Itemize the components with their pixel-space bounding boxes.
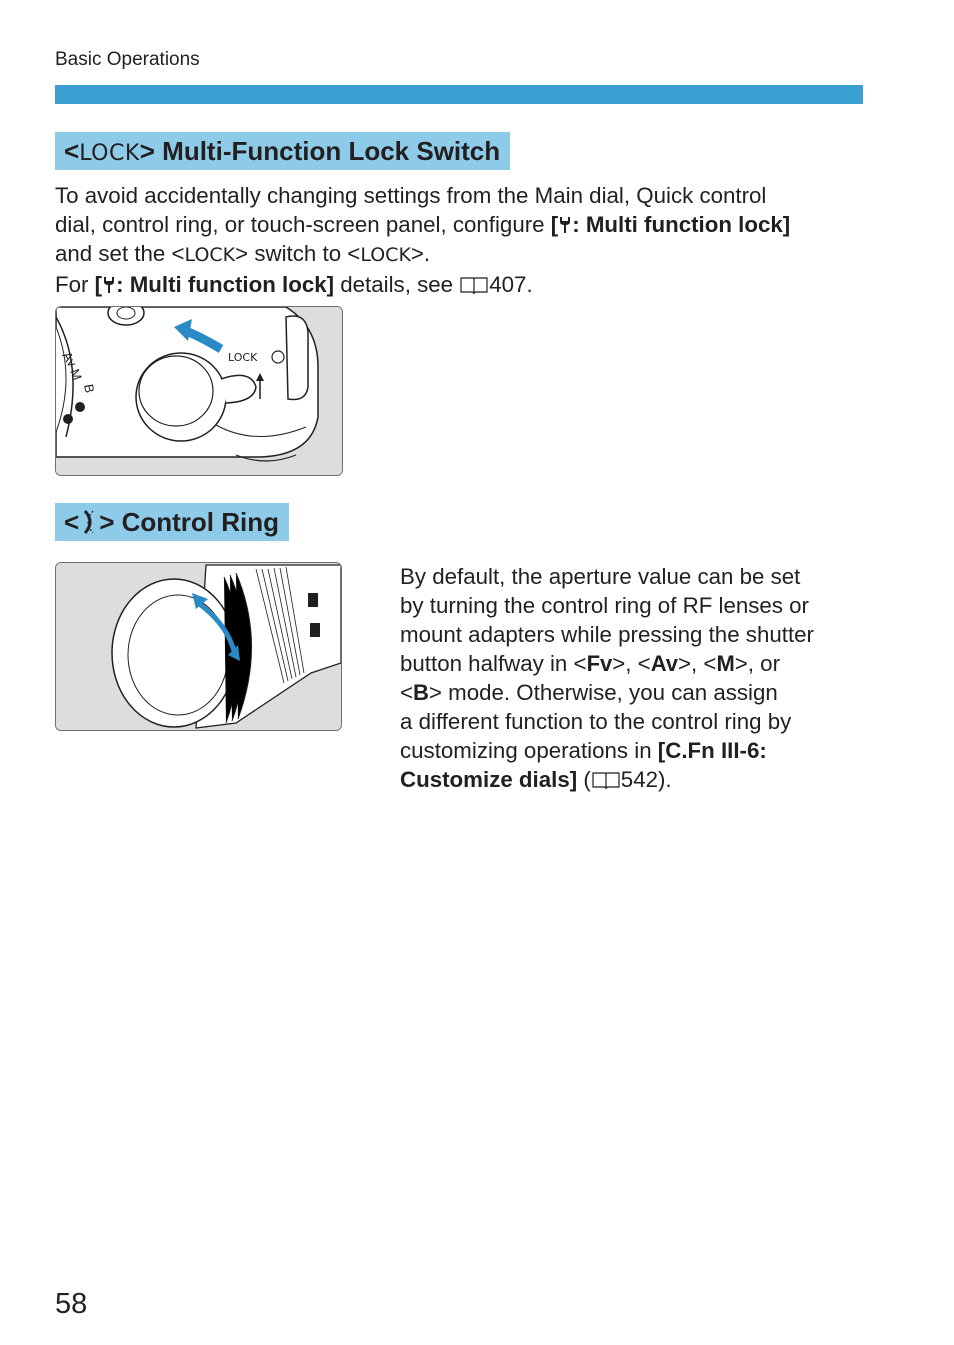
para2-line3: mount adapters while pressing the shutter (400, 622, 814, 647)
lock-glyph: LOCK (184, 244, 236, 266)
mode-m: M (716, 651, 735, 676)
para1-line4: For [ : Multi function lock] details, see 407. (55, 272, 533, 297)
para2-line4: button halfway in <Fv>, <Av>, <M>, or (400, 651, 781, 676)
mode-b: B (413, 680, 429, 705)
para2-line2: by turning the control ring of RF lenses or (400, 593, 809, 618)
para1-line2: dial, control ring, or touch-screen panel, configure [ : Multi function lock] (55, 212, 791, 237)
lock-switch-figure (55, 306, 343, 476)
para2-line7: customizing operations in [C.Fn III-6: (400, 738, 767, 763)
lock-label: LOCK (228, 351, 258, 364)
para2-line5: <B> mode. Otherwise, you can assign (400, 680, 778, 705)
book-icon (591, 768, 621, 788)
control-ring-paragraph (400, 562, 870, 794)
section-title-lock (55, 132, 510, 170)
mode-av: Av (650, 651, 678, 676)
wrench-icon (558, 212, 572, 237)
svg-text:Av: Av (59, 349, 80, 370)
page-number: 58 (55, 1288, 88, 1320)
control-ring-figure (55, 562, 342, 731)
para1-line3: and set the <LOCK> switch to <LOCK>. (55, 241, 431, 266)
para2-line8: Customize dials] ( 542). (400, 767, 672, 792)
mode-fv: Fv (586, 651, 613, 676)
title-open-bracket: < (64, 507, 80, 537)
page-ref: 542). (620, 767, 672, 792)
page-ref: 407. (489, 272, 533, 297)
control-ring-icon (79, 507, 99, 537)
wrench-icon (102, 272, 116, 297)
running-header: Basic Operations (55, 49, 200, 70)
header-bar (55, 85, 863, 104)
svg-text:M: M (67, 366, 85, 383)
setting-name: : Multi function lock] (572, 212, 791, 237)
para2-line6: a different function to the control ring by (400, 709, 792, 734)
para2-line1: By default, the aperture value can be set (400, 564, 801, 589)
lock-glyph: LOCK (79, 141, 140, 166)
title-text: > Multi-Function Lock Switch (139, 136, 501, 166)
title-open-bracket: < (64, 136, 80, 166)
svg-text:B: B (81, 382, 98, 395)
section-title-control-ring (55, 503, 289, 541)
title-text: > Control Ring (99, 507, 280, 537)
para1-line1: To avoid accidentally changing settings from the Main dial, Quick control (55, 183, 767, 208)
lock-glyph: LOCK (360, 244, 411, 266)
lock-paragraph (55, 181, 875, 299)
book-icon (459, 273, 489, 293)
